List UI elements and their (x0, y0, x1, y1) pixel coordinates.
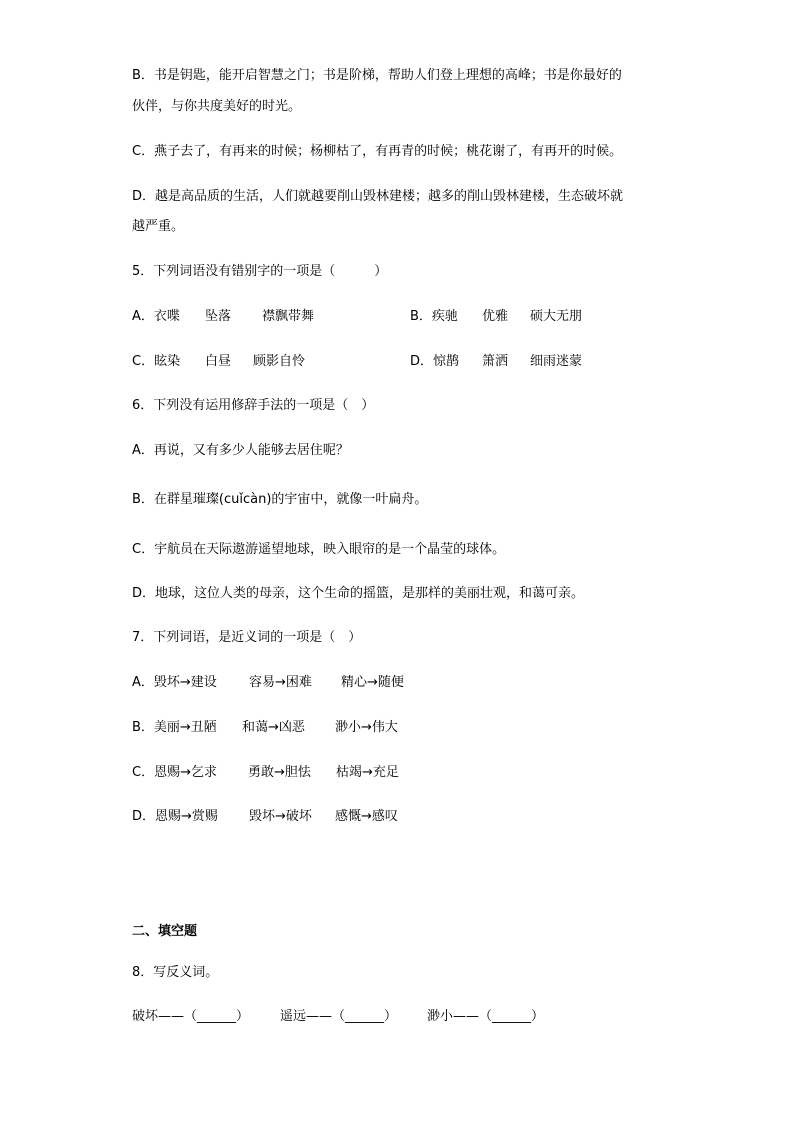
question-8-stem: 8．写反义词。 (132, 965, 219, 980)
question-8-items (132, 1008, 544, 1026)
option-7d (132, 808, 398, 826)
option-4d-line1: D．越是高品质的生活，人们就越要削山毁林建楼；越多的削山毁林建楼，生态破坏就 (132, 189, 624, 204)
option-5d (410, 353, 582, 371)
section-2-title: 二、填空题 (132, 924, 198, 939)
option-7c-pair2: 勇敢→胆怯 (248, 765, 311, 780)
option-6d: D．地球，这位人类的母亲，这个生命的摇篮，是那样的美丽壮观，和蔼可亲。 (132, 586, 585, 601)
option-5c-word3: 顾影自怜 (253, 354, 306, 369)
option-7a-pair3: 精心→随便 (341, 675, 404, 690)
option-5a-word2: 坠落 (205, 309, 232, 324)
option-4d-line2: 越严重。 (132, 219, 185, 234)
option-5a-word3: 襟飘带舞 (262, 309, 315, 324)
option-5b (410, 308, 582, 326)
question-6-stem: 6．下列没有运用修辞手法的一项是（ ） (132, 398, 375, 413)
option-7b-pair2: 和蔼→凶恶 (242, 720, 305, 735)
option-7c-pair3: 枯竭→充足 (336, 765, 399, 780)
option-7d-pair2: 毁坏→破坏 (249, 809, 312, 824)
option-5b-word1: B．疾驰 (410, 309, 458, 324)
option-7c-pair1: C．恩赐→乞求 (132, 765, 217, 780)
option-6a: A．再说，又有多少人能够去居住呢？ (132, 443, 349, 458)
option-7b-pair3: 渺小→伟大 (335, 720, 398, 735)
option-7c (132, 764, 399, 782)
option-6b: B．在群星璀璨(cuǐcàn)的宇宙中，就像一叶扁舟。 (132, 492, 428, 507)
option-7d-pair3: 感慨→感叹 (335, 809, 398, 824)
q8-item-2: 遥远——（______） (280, 1009, 398, 1024)
option-7a-pair2: 容易→困难 (249, 675, 312, 690)
option-7a-pair1: A．毁坏→建设 (132, 675, 217, 690)
question-7-stem: 7．下列词语，是近义词的一项是（ ） (132, 630, 362, 645)
option-7b (132, 719, 398, 737)
option-5a-word1: A．衣喋 (132, 309, 180, 324)
option-5c-word1: C．眩染 (132, 354, 181, 369)
option-5d-word1: D．惊鹊 (410, 354, 460, 369)
option-5b-word2: 优雅 (482, 309, 509, 324)
option-7b-pair1: B．美丽→丑陋 (132, 720, 217, 735)
option-5c (132, 353, 305, 371)
option-6c: C．宇航员在天际遨游遥望地球，映入眼帘的是一个晶莹的球体。 (132, 542, 506, 557)
q8-item-1: 破坏——（______） (132, 1009, 250, 1024)
option-5d-word3: 细雨迷蒙 (530, 354, 583, 369)
question-5-stem: 5．下列词语没有错别字的一项是（ ） (132, 264, 388, 279)
option-5b-word3: 硕大无朋 (530, 309, 583, 324)
option-5c-word2: 白昼 (205, 354, 232, 369)
option-4b-line2: 伙伴，与你共度美好的时光。 (132, 99, 302, 114)
q8-item-3: 渺小——（______） (427, 1009, 545, 1024)
option-4b-line1: B．书是钥匙，能开启智慧之门；书是阶梯，帮助人们登上理想的高峰；书是你最好的 (132, 68, 622, 83)
option-5a (132, 308, 314, 326)
option-7d-pair1: D．恩赐→赏赐 (132, 809, 218, 824)
option-7a (132, 674, 404, 692)
option-4c: C．燕子去了，有再来的时候；杨柳枯了，有再青的时候；桃花谢了，有再开的时候。 (132, 144, 623, 159)
option-5d-word2: 箫洒 (482, 354, 509, 369)
